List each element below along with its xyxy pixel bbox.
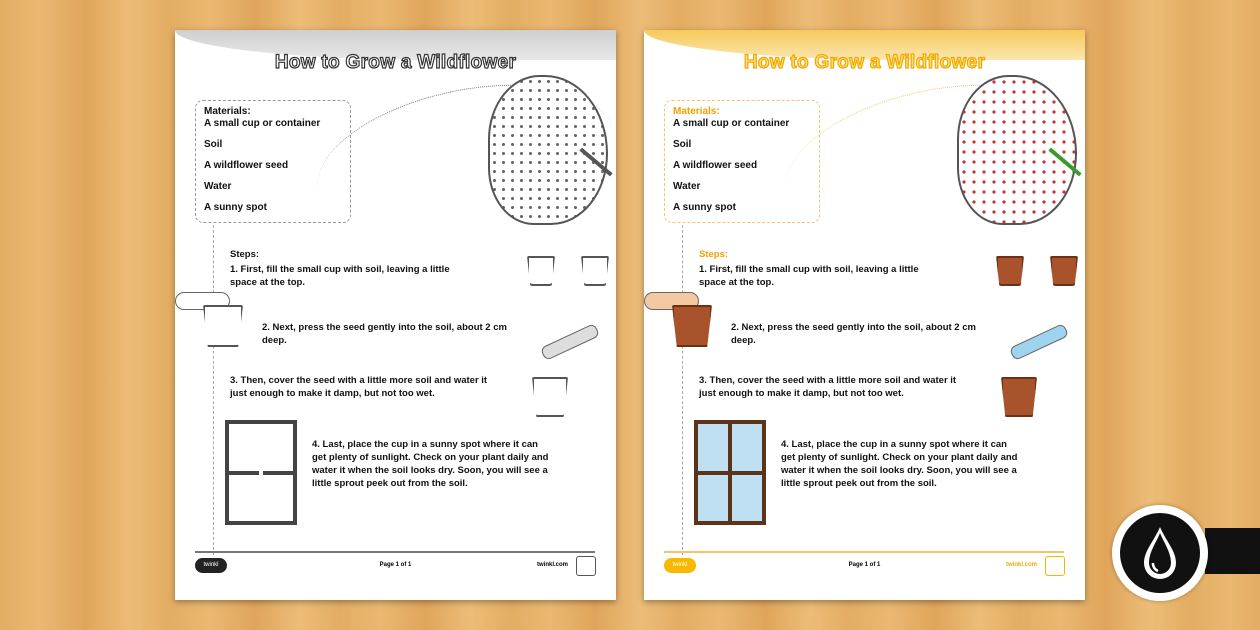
material-item: A small cup or container [673,118,790,129]
worksheet-title: How to Grow a Wildflower [743,52,986,73]
pot-illustration [1001,377,1037,417]
ink-drop-icon [1120,513,1200,593]
page-number: Page 1 of 1 [848,562,881,568]
window-illustration [225,420,297,525]
lily-flower-illustration [957,75,1077,225]
worksheet-page [175,30,616,600]
steps-heading: Steps: [230,249,260,260]
material-item: Soil [204,139,223,150]
step-2: 2. Next, press the seed gently into the soil, about 2 cm deep. [731,322,976,346]
dashed-timeline [682,225,683,555]
materials-box [664,100,820,223]
dashed-timeline [213,225,214,555]
step-1: 1. First, fill the small cup with soil, leaving a little space at the top. [230,264,450,288]
pot-illustration [581,256,609,286]
pot-illustration [996,256,1024,286]
material-item: A sunny spot [673,202,736,213]
page-number: Page 1 of 1 [379,562,412,568]
step-2: 2. Next, press the seed gently into the soil, about 2 cm deep. [262,322,507,346]
worksheet-page [644,30,1085,600]
ink-badge [1112,505,1208,601]
pot-illustration [672,305,712,347]
step-3: 3. Then, cover the seed with a little more soil and water it just enough to make it damp, but not too wet. [699,375,957,399]
pot-illustration [527,256,555,286]
material-item: A wildflower seed [204,160,289,171]
pot-illustration [1050,256,1078,286]
badge-bar [1205,528,1260,574]
step-4: 4. Last, place the cup in a sunny spot where it can get plenty of sunlight. Check on your plant daily and water it when the soil looks dry. Soon, you will see a little sprout peek out from the soil. [781,439,1018,489]
material-item: Water [204,181,232,192]
material-item: Soil [673,139,692,150]
step-3: 3. Then, cover the seed with a little more soil and water it just enough to make it damp, but not too wet. [230,375,488,399]
footer-url: twinkl.com [536,562,568,568]
material-item: Water [673,181,701,192]
twinkl-logo: twinkl [195,558,227,573]
watering-can-illustration [1009,323,1069,361]
lily-flower-illustration [488,75,608,225]
twinkl-logo: twinkl [664,558,696,573]
material-item: A wildflower seed [673,160,758,171]
footer-url: twinkl.com [1005,562,1037,568]
worksheet-title: How to Grow a Wildflower [274,52,517,73]
step-1: 1. First, fill the small cup with soil, leaving a little space at the top. [699,264,919,288]
footer-line [195,551,595,553]
steps-heading: Steps: [699,249,729,260]
pot-illustration [203,305,243,347]
pot-illustration [532,377,568,417]
quality-badge-icon [1045,556,1065,576]
window-illustration [694,420,766,525]
materials-heading: Materials: [673,106,720,117]
watering-can-illustration [540,323,600,361]
materials-box [195,100,351,223]
step-4: 4. Last, place the cup in a sunny spot where it can get plenty of sunlight. Check on your plant daily and water it when the soil looks dry. Soon, you will see a little sprout peek out from the soil. [312,439,549,489]
footer-line [664,551,1064,553]
quality-badge-icon [576,556,596,576]
material-item: A sunny spot [204,202,267,213]
material-item: A small cup or container [204,118,321,129]
materials-heading: Materials: [204,106,251,117]
